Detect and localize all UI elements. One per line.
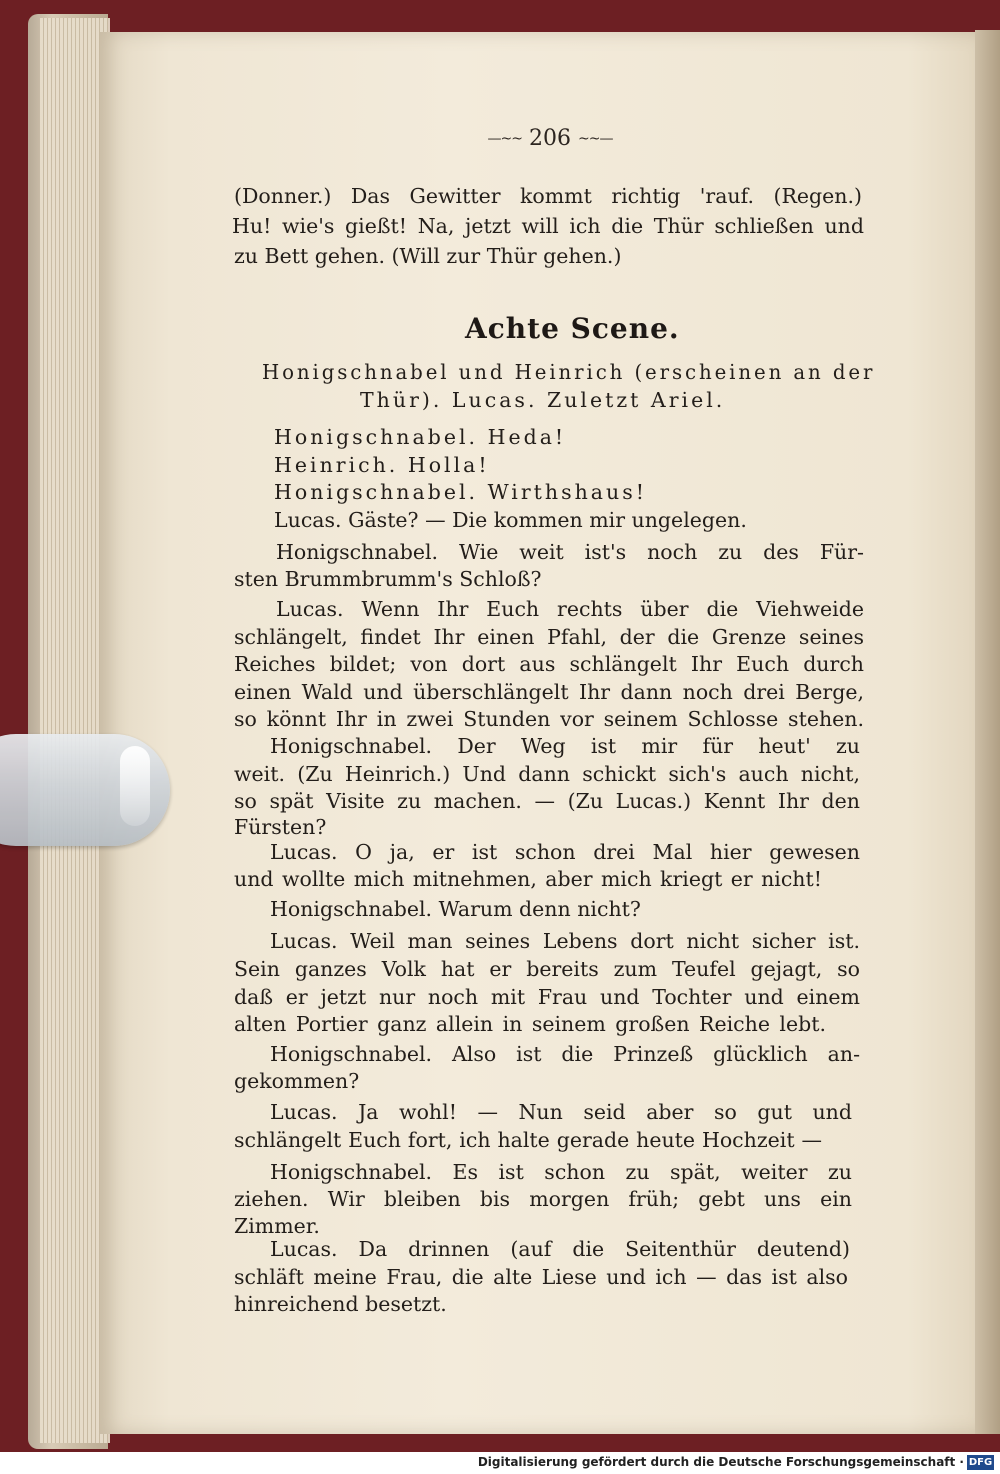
- dialogue-line: ziehen. Wir bleiben bis morgen früh; gebt uns ein: [234, 1187, 852, 1211]
- dialogue-line: Sein ganzes Volk hat er bereits zum Teufel gejagt, so: [234, 957, 860, 981]
- dialogue-line: schlängelt, findet Ihr einen Pfahl, der die Grenze seines: [234, 625, 864, 649]
- dialogue-line: gekommen?: [234, 1069, 360, 1093]
- dialogue-line: Heinrich. Holla!: [274, 453, 490, 477]
- dialogue-line: daß er jetzt nur noch mit Frau und Tochter und einem: [234, 985, 860, 1009]
- dialogue-line: Lucas. Ja wohl! — Nun seid aber so gut und: [270, 1100, 852, 1124]
- dfg-logo-icon: DFG: [968, 1457, 993, 1468]
- ornament-right: ~~—: [578, 131, 613, 147]
- page-edge-right: [975, 30, 1000, 1434]
- ornament-left: —~~: [487, 131, 522, 147]
- dialogue-line: einen Wald und überschlängelt Ihr dann noch drei Berge,: [234, 680, 864, 704]
- dialogue-line: Honigschnabel. Also ist die Prinzeß glücklich an-: [270, 1042, 860, 1066]
- stage-direction: Honigschnabel und Heinrich (erscheinen an der: [262, 360, 876, 384]
- stage-direction: Thür). Lucas. Zuletzt Ariel.: [360, 388, 726, 412]
- text-line: zu Bett gehen. (Will zur Thür gehen.): [234, 244, 622, 268]
- dialogue-line: und wollte mich mitnehmen, aber mich kriegt er nicht!: [234, 867, 822, 891]
- page-holder-highlight: [120, 746, 150, 826]
- page-number-value: 206: [529, 126, 571, 151]
- digitization-footer: [0, 1452, 1000, 1474]
- dialogue-line: alten Portier ganz allein in seinem großen Reiche lebt.: [234, 1012, 826, 1036]
- dialogue-line: Lucas. Weil man seines Lebens dort nicht sicher ist.: [270, 929, 860, 953]
- dialogue-line: Honigschnabel. Heda!: [274, 425, 567, 449]
- dialogue-line: Reiches bildet; von dort aus schlängelt Ihr Euch durch: [234, 652, 864, 676]
- text-line: Hu! wie's gießt! Na, jetzt will ich die Thür schließen und: [232, 214, 864, 238]
- book-page: [100, 32, 978, 1434]
- dialogue-line: Fürsten?: [234, 815, 327, 839]
- dialogue-line: sten Brummbrumm's Schloß?: [234, 567, 542, 591]
- dialogue-line: Lucas. Da drinnen (auf die Seitenthür deutend): [270, 1237, 850, 1261]
- dialogue-line: Honigschnabel. Wirthshaus!: [274, 480, 647, 504]
- dialogue-line: Honigschnabel. Es ist schon zu spät, weiter zu: [270, 1160, 852, 1184]
- text-line: (Donner.) Das Gewitter kommt richtig 'rauf. (Regen.): [234, 184, 862, 208]
- footer-credit: Digitalisierung gefördert durch die Deutsche Forschungsgemeinschaft ·: [477, 1455, 964, 1469]
- dialogue-line: Honigschnabel. Warum denn nicht?: [270, 897, 641, 921]
- scene-title: Achte Scene.: [465, 312, 680, 345]
- dialogue-line: hinreichend besetzt.: [234, 1292, 447, 1316]
- dialogue-line: Lucas. Wenn Ihr Euch rechts über die Viehweide: [276, 597, 864, 621]
- dialogue-line: Lucas. O ja, er ist schon drei Mal hier gewesen: [270, 840, 860, 864]
- dialogue-line: Lucas. Gäste? — Die kommen mir ungelegen.: [274, 508, 747, 532]
- dialogue-line: Honigschnabel. Der Weg ist mir für heut' zu: [270, 734, 860, 758]
- dialogue-line: schläft meine Frau, die alte Liese und ich — das ist also: [234, 1265, 848, 1289]
- page-number: [440, 126, 660, 151]
- dialogue-line: weit. (Zu Heinrich.) Und dann schickt sich's auch nicht,: [234, 762, 860, 786]
- dialogue-line: so könnt Ihr in zwei Stunden vor seinem Schlosse stehen.: [234, 707, 864, 731]
- dialogue-line: schlängelt Euch fort, ich halte gerade heute Hochzeit —: [234, 1128, 822, 1152]
- dialogue-line: Zimmer.: [234, 1214, 320, 1238]
- dialogue-line: Honigschnabel. Wie weit ist's noch zu des Für-: [276, 540, 864, 564]
- dialogue-line: so spät Visite zu machen. — (Zu Lucas.) Kennt Ihr den: [234, 789, 860, 813]
